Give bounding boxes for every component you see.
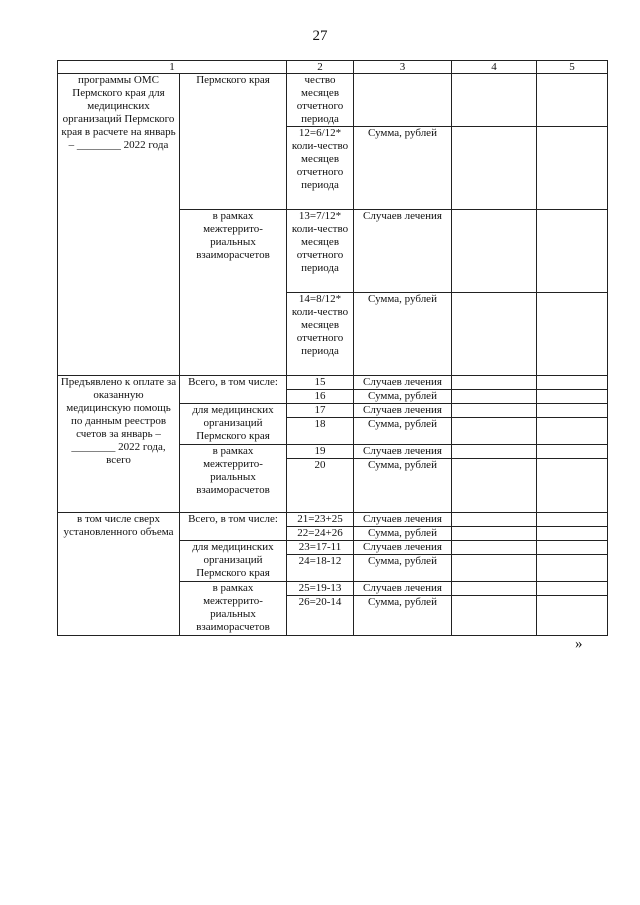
table-cell [537, 445, 608, 459]
table-row [58, 74, 608, 127]
table-cell [452, 293, 537, 376]
block1-region-label: Пермского края [180, 74, 287, 210]
table-cell [452, 404, 537, 418]
table-cell: 25=19-13 [287, 582, 354, 596]
header-col-3: 3 [354, 61, 452, 74]
table-cell: 13=7/12* коли-чество месяцев отчетного периода [287, 210, 354, 293]
header-col-5: 5 [537, 61, 608, 74]
table-cell: 16 [287, 390, 354, 404]
table-cell: Сумма, рублей [354, 127, 452, 210]
table-cell: Случаев лечения [354, 376, 452, 390]
block2-label: Предъявлено к оплате за оказанную медицинскую помощь по данным реестров счетов за январь – ________ 2022 года, всего [58, 376, 180, 513]
table-cell [452, 390, 537, 404]
table-cell [452, 527, 537, 541]
table-cell: 18 [287, 418, 354, 445]
table-cell [452, 74, 537, 127]
table-cell: Сумма, рублей [354, 555, 452, 582]
table-cell: 22=24+26 [287, 527, 354, 541]
block1-inter-label: в рамках межтеррито-риальных взаиморасчетов [180, 210, 287, 376]
table-cell [537, 390, 608, 404]
table-cell: 26=20-14 [287, 596, 354, 636]
block3-label: в том числе сверх установленного объема [58, 513, 180, 636]
table-cell [537, 555, 608, 582]
table-cell [537, 513, 608, 527]
table-cell [537, 210, 608, 293]
table-cell: Случаев лечения [354, 445, 452, 459]
table-cell: 14=8/12* коли-чество месяцев отчетного периода [287, 293, 354, 376]
table-cell: Случаев лечения [354, 513, 452, 527]
table-cell: Сумма, рублей [354, 596, 452, 636]
table-cell [537, 596, 608, 636]
table-cell [537, 127, 608, 210]
table-row [58, 376, 608, 390]
table-cell: Случаев лечения [354, 404, 452, 418]
table-cell: 24=18-12 [287, 555, 354, 582]
table-cell [537, 582, 608, 596]
table-cell [452, 582, 537, 596]
block3-inter-label: в рамках межтеррито-риальных взаиморасчетов [180, 582, 287, 636]
table-row [58, 513, 608, 527]
table-cell [452, 459, 537, 513]
table-cell: Сумма, рублей [354, 293, 452, 376]
block2-med-label: для медицинских организаций Пермского края [180, 404, 287, 445]
table-cell [537, 418, 608, 445]
table-cell [537, 404, 608, 418]
table-cell [452, 127, 537, 210]
table-cell [452, 555, 537, 582]
header-col-4: 4 [452, 61, 537, 74]
table-cell: Сумма, рублей [354, 527, 452, 541]
table-cell [537, 74, 608, 127]
block3-med-label: для медицинских организаций Пермского края [180, 541, 287, 582]
block2-total-label: Всего, в том числе: [180, 376, 287, 404]
block2-inter-label: в рамках межтеррито-риальных взаиморасчетов [180, 445, 287, 513]
table-cell [537, 376, 608, 390]
table-cell: 17 [287, 404, 354, 418]
table-cell [452, 445, 537, 459]
document-table [57, 60, 608, 636]
block3-total-label: Всего, в том числе: [180, 513, 287, 541]
closing-quote: » [575, 636, 583, 652]
table-cell [452, 513, 537, 527]
table-cell: Случаев лечения [354, 541, 452, 555]
page-number: 27 [312, 28, 328, 44]
table-cell: 23=17-11 [287, 541, 354, 555]
table-cell: 20 [287, 459, 354, 513]
table-cell [452, 541, 537, 555]
table-cell [537, 541, 608, 555]
table-cell [537, 527, 608, 541]
table-cell: Случаев лечения [354, 582, 452, 596]
table-cell: 19 [287, 445, 354, 459]
table-cell: Сумма, рублей [354, 459, 452, 513]
table-header-row [58, 61, 608, 74]
table-cell [452, 596, 537, 636]
table-cell [452, 376, 537, 390]
table-cell: чество месяцев отчетного периода [287, 74, 354, 127]
header-col-2: 2 [287, 61, 354, 74]
table-cell [452, 418, 537, 445]
table-cell: Сумма, рублей [354, 390, 452, 404]
table-cell: 12=6/12* коли-чество месяцев отчетного периода [287, 127, 354, 210]
header-col-1: 1 [58, 61, 287, 74]
table-cell [537, 459, 608, 513]
table-cell: Случаев лечения [354, 210, 452, 293]
table-cell: 21=23+25 [287, 513, 354, 527]
table-cell [354, 74, 452, 127]
table-cell [452, 210, 537, 293]
table-cell: Сумма, рублей [354, 418, 452, 445]
table-cell: 15 [287, 376, 354, 390]
table-cell [537, 293, 608, 376]
block1-label: программы ОМС Пермского края для медицинских организаций Пермского края в расчете на январь – ________ 2022 года [58, 74, 180, 376]
